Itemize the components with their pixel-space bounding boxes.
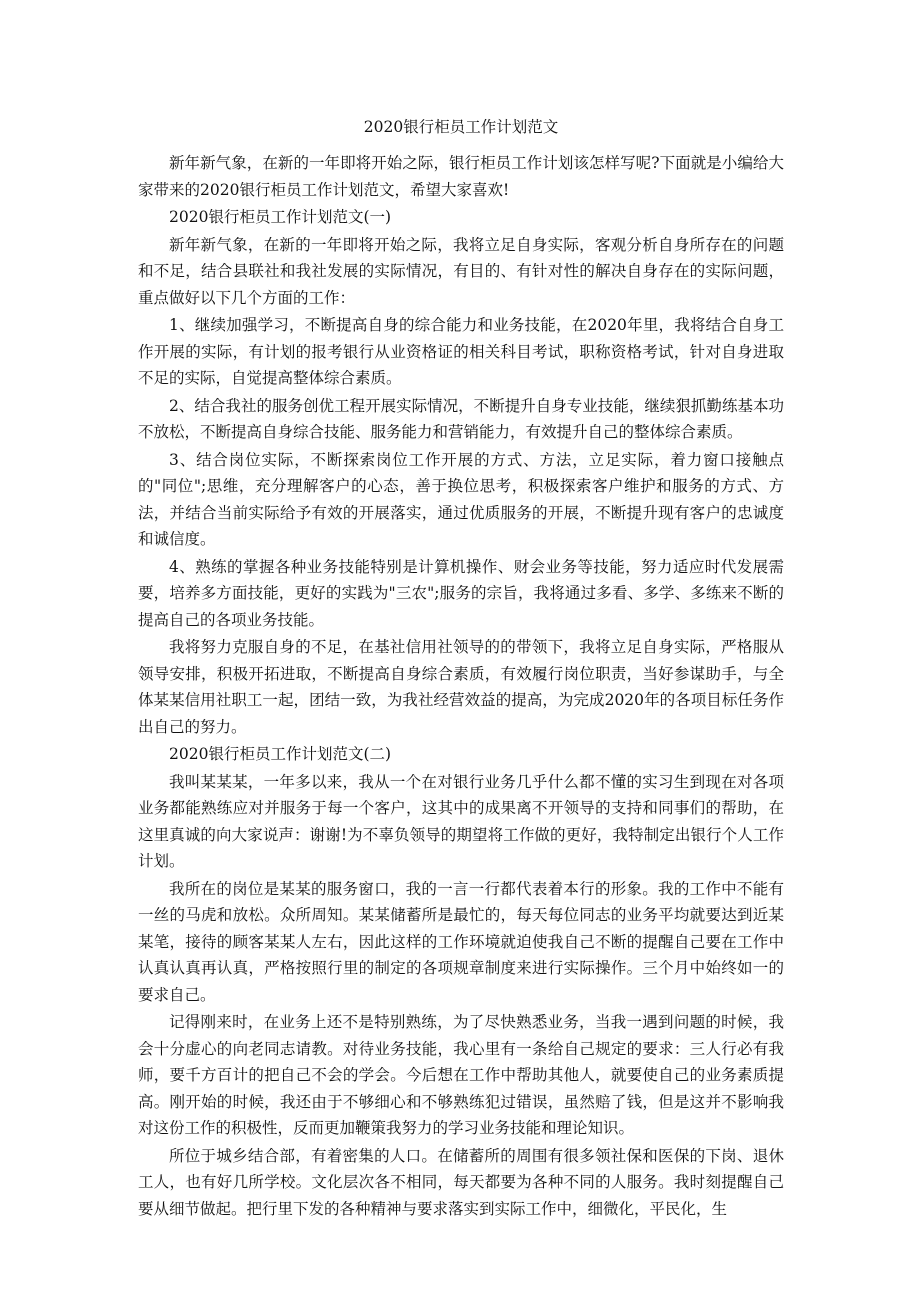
section-heading-1: 2020银行柜员工作计划范文(一) (169, 208, 392, 226)
section1-paragraph-6: 我将努力克服自身的不足，在基社信用社领导的的带领下，我将立足自身实际，严格服从领导安排，积极开拓进取，不断提高自身综合素质，有效履行岗位职责，当好参谋助手，与全体某某信用社职工一起，团结一致，为我社经营效益的提高，为完成2020年的各项目标任务作出自己的努力。 (138, 638, 784, 736)
section2-paragraph-1: 我叫某某某，一年多以来，我从一个在对银行业务几乎什么都不懂的实习生到现在对各项业务都能熟练应对并服务于每一个客户，这其中的成果离不开领导的支持和同事们的帮助，在这里真诚的向大家说声：谢谢!为不辜负领导的期望将工作做的更好，我特制定出银行个人工作计划。 (138, 772, 784, 870)
section2-paragraph-3: 记得刚来时，在业务上还不是特别熟练，为了尽快熟悉业务，当我一遇到问题的时候，我会十分虚心的向老同志请教。对待业务技能，我心里有一条给自己规定的要求：三人行必有我师，要千方百计的把自己不会的学会。今后想在工作中帮助其他人，就要使自己的业务素质提高。刚开始的时候，我还由于不够细心和不够熟练犯过错误，虽然赔了钱，但是这并不影响我对这份工作的积极性，反而更加鞭策我努力的学习业务技能和理论知识。 (138, 1013, 784, 1137)
document-page (138, 112, 784, 1223)
section1-paragraph-5: 4、熟练的掌握各种业务技能特别是计算机操作、财会业务等技能，努力适应时代发展需要，培养多方面技能，更好的实践为"三农";服务的宗旨，我将通过多看、多学、多练来不断的提高自己的各项业务技能。 (138, 557, 784, 629)
section1-paragraph-2: 1、继续加强学习，不断提高自身的综合能力和业务技能，在2020年里，我将结合自身工作开展的实际，有计划的报考银行从业资格证的相关科目考试，职称资格考试，针对自身进取不足的实际，自觉提高整体综合素质。 (138, 316, 784, 387)
section-heading-2: 2020银行柜员工作计划范文(二) (169, 745, 392, 763)
section1-paragraph-4: 3、结合岗位实际，不断探索岗位工作开展的方式、方法，立足实际，着力窗口接触点的"同位";思维，充分理解客户的心态，善于换位思考，积极探索客户维护和服务的方式、方法，并结合当前实际给予有效的开展落实，通过优质服务的开展，不断提升现有客户的忠诚度和诚信度。 (138, 450, 784, 548)
intro-paragraph: 新年新气象，在新的一年即将开始之际，银行柜员工作计划该怎样写呢?下面就是小编给大家带来的2020银行柜员工作计划范文，希望大家喜欢! (138, 154, 784, 199)
section1-paragraph-1: 新年新气象，在新的一年即将开始之际，我将立足自身实际，客观分析自身所存在的问题和不足，结合县联社和我社发展的实际情况，有目的、有针对性的解决自身存在的实际问题，重点做好以下几个方面的工作： (138, 235, 784, 307)
document-title: 2020银行柜员工作计划范文 (363, 118, 559, 136)
section1-paragraph-3: 2、结合我社的服务创优工程开展实际情况，不断提升自身专业技能，继续狠抓勤练基本功不放松，不断提高自身综合技能、服务能力和营销能力，有效提升自己的整体综合素质。 (138, 396, 784, 441)
section2-paragraph-2: 我所在的岗位是某某的服务窗口，我的一言一行都代表着本行的形象。我的工作中不能有一丝的马虎和放松。众所周知。某某储蓄所是最忙的，每天每位同志的业务平均就要达到近某某笔，接待的顾客某某人左右，因此这样的工作环境就迫使我自己不断的提醒自己要在工作中认真认真再认真，严格按照行里的制定的各项规章制度来进行实际操作。三个月中始终如一的要求自己。 (138, 879, 784, 1004)
section2-paragraph-4: 所位于城乡结合部，有着密集的人口。在储蓄所的周围有很多领社保和医保的下岗、退休工人，也有好几所学校。文化层次各不相同，每天都要为各种不同的人服务。我时刻提醒自己要从细节做起。把行里下发的各种精神与要求落实到实际工作中，细微化，平民化，生 (138, 1146, 784, 1218)
